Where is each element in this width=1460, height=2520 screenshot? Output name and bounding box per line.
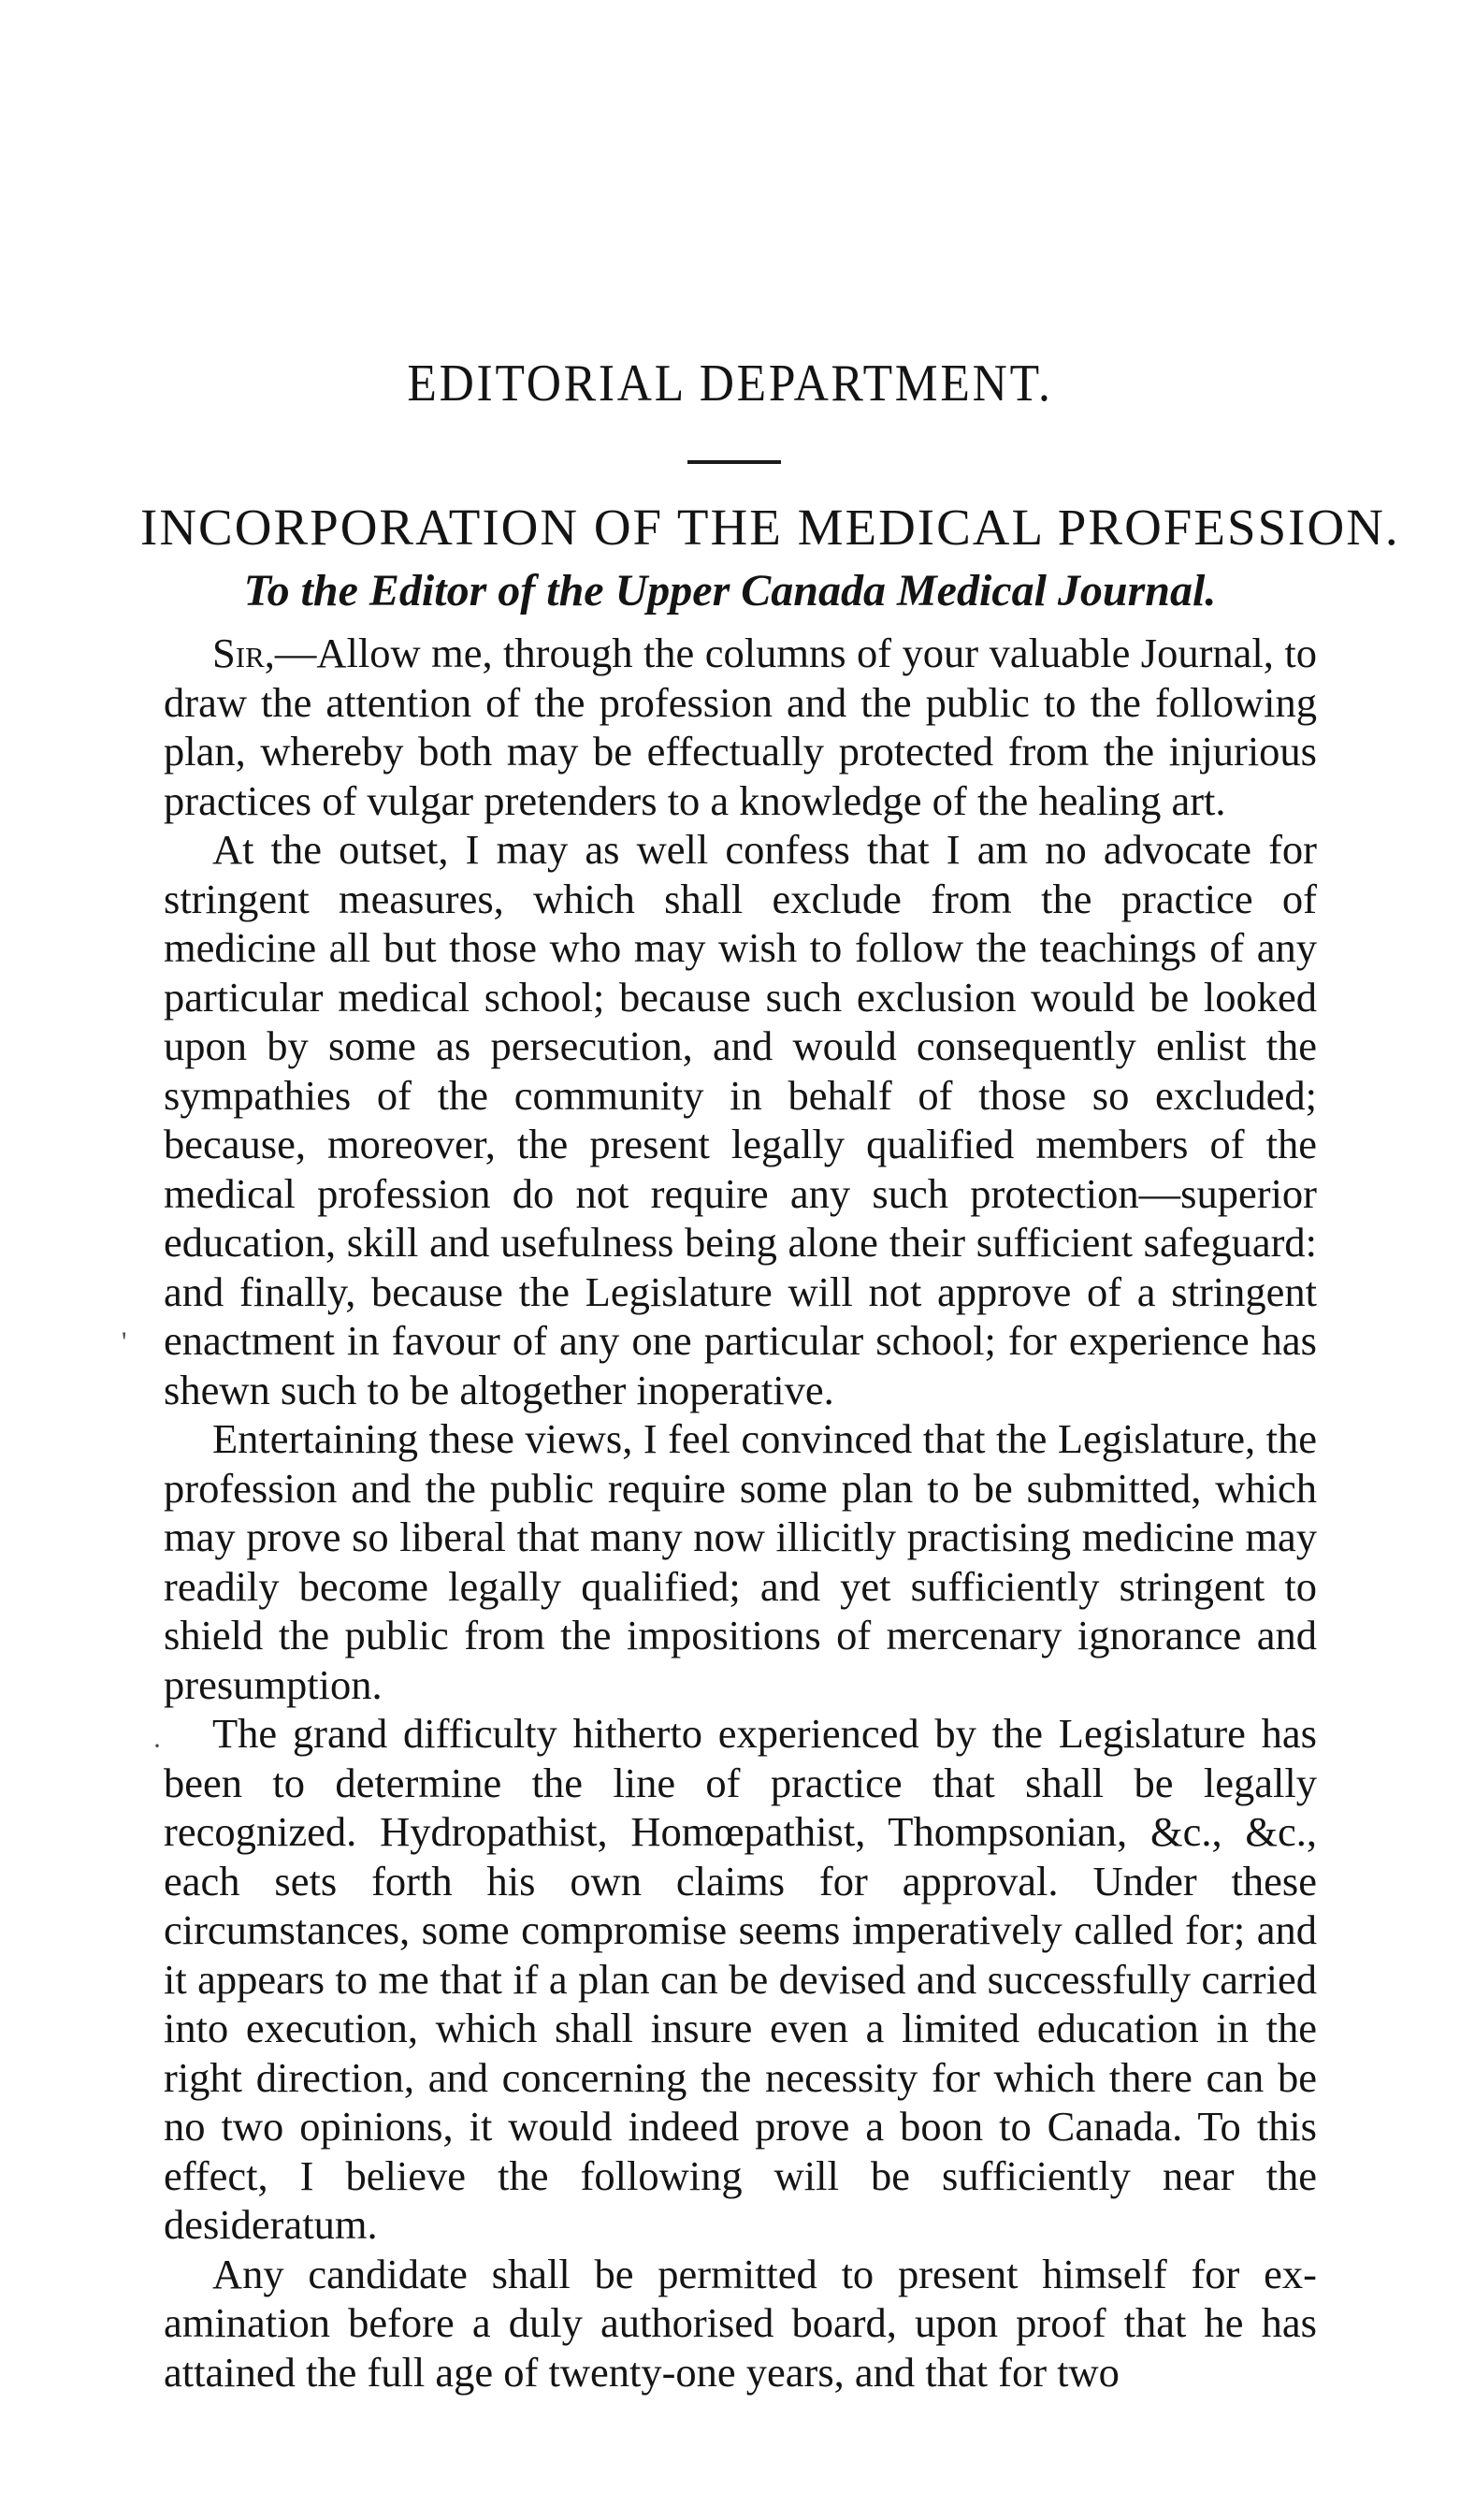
margin-mark: ' (122, 1326, 127, 1357)
editor-address: To the Editor of the Upper Canada Medical Journal. (243, 566, 1217, 616)
paragraph-1 (164, 629, 1317, 825)
paragraph-4: The grand difficulty hitherto experienced by the Legislature has been to determine the line of practice that shall be legally recognized. Hydropathist, Homœpathist, Thompsonian, &c., &c., each sets forth his own claims for approval. Under these circumstances, some compromise seems imperatively called for; and it appears to me that if a plan can be devised and successfully carried into execution, which shall insure even a limited education in the right direction, and concerning the necessity for which there can be no two opinions, it would indeed prove a boon to Canada. To this effect, I believe the following will be sufficiently near the desideratum. (164, 1710, 1317, 2248)
article-body (164, 629, 1317, 2397)
heading-rule (687, 460, 781, 464)
article-title: INCORPORATION OF THE MEDICAL PROFESSION. (140, 499, 1400, 556)
department-heading: EDITORIAL DEPARTMENT. (407, 355, 1053, 413)
salutation: Sir, (212, 630, 275, 676)
margin-mark: · (152, 1731, 162, 1761)
paragraph-5: Any candidate shall be permitted to present himself for examination before a duly authorised board, upon proof that he has attained the full age of twenty-one years, and that for two (164, 2250, 1317, 2396)
paragraph-2: At the outset, I may as well confess that I am no advocate for stringent measures, which shall exclude from the practice of medicine all but those who may wish to follow the teachings of any particular medical school; because such exclusion would be looked upon by some as persecution, and would consequently enlist the sympathies of the community in behalf of those so excluded; because, moreover, the present legally qualified members of the medical profession do not require any such protection—superior education, skill and usefulness being alone their sufficient safeguard: and finally, because the Legislature will not approve of a stringent enactment in favour of any one particular school; for experience has shewn such to be altogether inoperative. (164, 826, 1317, 1413)
paragraph-1-text: —Allow me, through the columns of your valuable Journal, to draw the attention of the profession and the public to the following plan, whereby both may be effectually protected from the injurious practices of vulgar pretenders to a knowledge of the healing art. (164, 630, 1317, 824)
paragraph-3: Entertaining these views, I feel convinced that the Legislature, the profession and the public require some plan to be submitted, which may prove so liberal that many now illicitly practising medicine may readily become legally qualified; and yet sufficiently stringent to shield the public from the impositions of mercenary ignorance and presumption. (164, 1415, 1317, 1708)
